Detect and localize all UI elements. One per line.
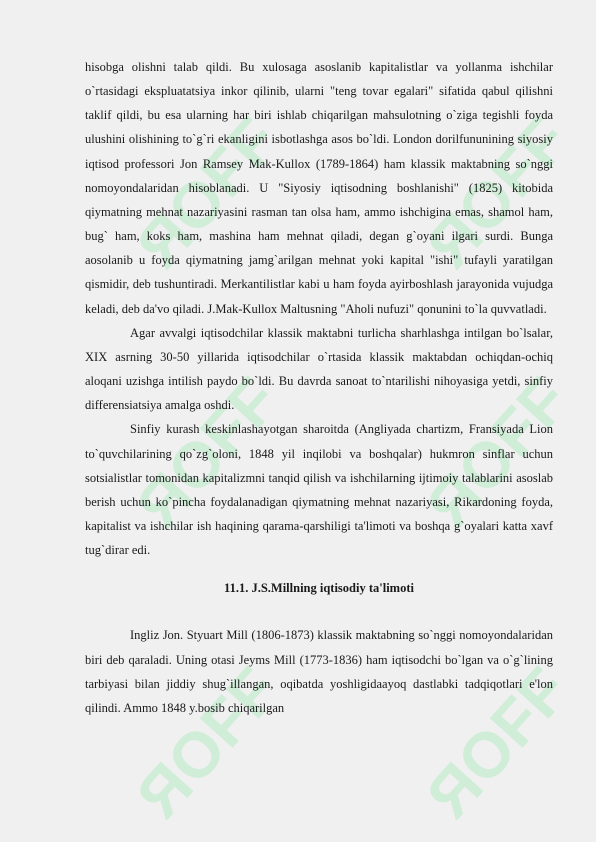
page-content: [85, 55, 553, 720]
paragraph: Agar avvalgi iqtisodchilar klassik maktabni turlicha sharhlashga intilgan bo`lsalar, XIX asrning 30-50 yillarida iqtisodchilar o`rtasida klassik maktabdan ochiqdan-ochiq aloqani uzishga intilish paydo bo`ldi. Bu davrda sanoat to`ntarilishi nihoyasiga yetdi, sinfiy differensiatsiya amalga oshdi.: [85, 325, 553, 413]
section-heading: 11.1. J.S.Millning iqtisodiy ta'limoti: [224, 581, 414, 596]
svg-text:ЯOFF: ЯOFF: [412, 103, 560, 270]
svg-text:ЯOFF: ЯOFF: [122, 363, 270, 530]
paragraph: Ingliz Jon. Styuart Mill (1806-1873) klassik maktabning so`nggi nomoyondalaridan biri deb qaraladi. Uning otasi Jeyms Mill (1773-1836) ham iqtisodchi bo`lgan va o`g`lining tarbiyasi bilan jiddiy shug`illangan, oqibatda yoshligidaayoq dastlabki tadqiqotlari e'lon qilindi. Ammo 1848 y.bosib chiqarilgan: [85, 628, 553, 715]
svg-text:ЯOFF: ЯOFF: [122, 653, 270, 820]
svg-text:ЯOFF: ЯOFF: [122, 103, 270, 270]
paragraph: hisobga olishni talab qildi. Bu xulosaga asoslanib kapitalistlar va yollanma ishchilar o`rtasidagi ekspluatatsiya inkor qilinib, ularni "teng tovar egalari" sifatida qabul qilishni taklif qildi, bu esa ularning har biri ishlab chiqarilgan mahsulotning o`ziga tegishli foyda ulushini olishining to`g`ri ekanligini isbotlashga asos bo`ldi. London dorilfununining siyosiy iqtisod professori Jon Ramsey Mak-Kullox (1789-1864) ham klassik maktabning so`nggi nomoyondalaridan hisoblanadi. U "Siyosiy iqtisodning boshlanishi" (1825) kitobida qiymatning mehnat nazariyasini rasman tan olsa ham, ammo ishchigina emas, shamol ham, bug` ham, koks ham, mashina ham mehnat qiladi, degan g`oyani ilgari surdi. Bunga aosolanib u foyda qiymatning jamg`arilgan mehnat yoki kapital "ishi" tufayli yaratilgan qismidir, deb tushuntiradi. Merkantilistlar kabi u ham foyda ayirboshlash jarayonida vujudga keladi, deb da'vo qiladi. J.Mak-Kullox Maltusning "Aholi nufuzi" qonunini to`la quvvatladi.: [85, 60, 553, 316]
svg-text:ЯOFF: ЯOFF: [412, 653, 560, 820]
paragraph: Sinfiy kurash keskinlashayotgan sharoitda (Angliyada chartizm, Fransiyada Lion to`quvchilarining qo`zg`oloni, 1848 yil inqilobi va boshqalar) hukmron sinflar uchun sotsialistlar tomonidan kapitalizmni tanqid qilish va ishchilarning ijtimoiy talablarini asoslab berish uchun ko`pincha foydalanadigan qiymatning mehnat nazariyasi, Rikardoning foyda, kapitalist va ishchilar ish haqining qarama-qarshiligi ta'limoti va boshqa g`oyalari katta xavf tug`dirar edi.: [85, 422, 553, 558]
svg-text:ЯOFF: ЯOFF: [412, 363, 560, 530]
